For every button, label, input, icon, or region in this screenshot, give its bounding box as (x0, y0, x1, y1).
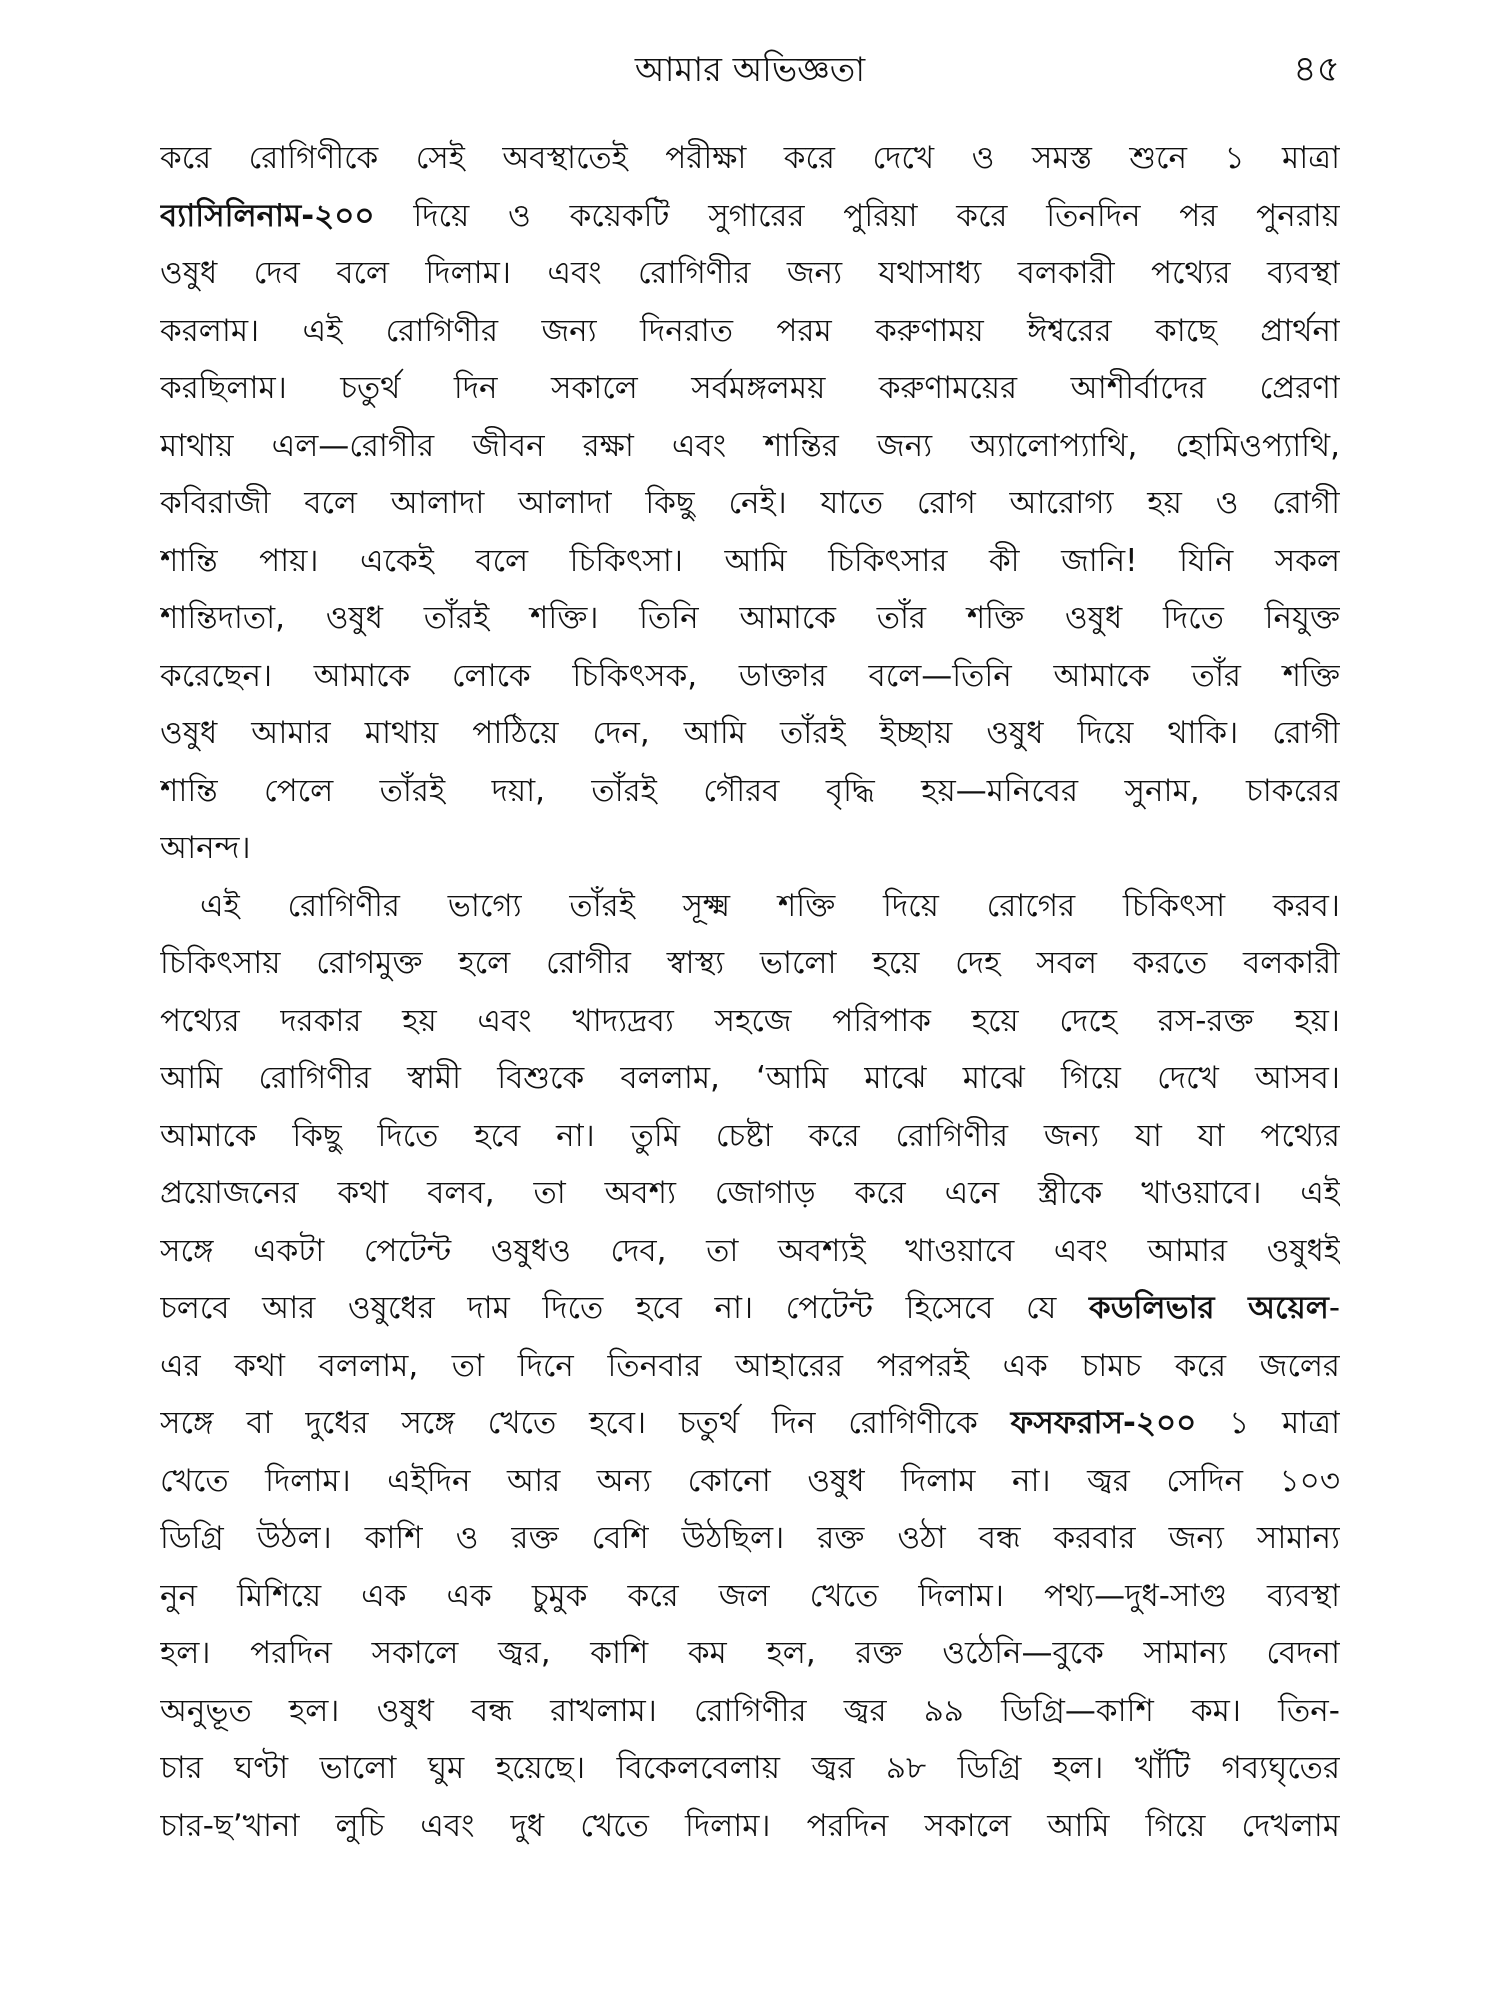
text-line: আমাকে কিছু দিতে হবে না। তুমি চেষ্টা করে রোগিণীর জন্য যা যা পথ্যের (160, 1117, 1340, 1154)
text-line: করে রোগিণীকে সেই অবস্থাতেই পরীক্ষা করে দেখে ও সমস্ত শুনে ১ মাত্রা (160, 140, 1340, 176)
body-text (160, 130, 1340, 1855)
text-line: মাথায় এল—রোগীর জীবন রক্ষা এবং শান্তির জন্য অ্যালোপ্যাথি, হোমিওপ্যাথি, (160, 427, 1340, 464)
text-line: শান্তিদাতা, ওষুধ তাঁরই শক্তি। তিনি আমাকে তাঁর শক্তি ওষুধ দিতে নিযুক্ত (160, 600, 1340, 636)
text-line: চলবে আর ওষুধের দাম দিতে হবে না। পেটেন্ট হিসেবে যে কডলিভার অয়েল- (160, 1290, 1340, 1326)
text-line: অনুভূত হল। ওষুধ বন্ধ রাখলাম। রোগিণীর জ্বর ৯৯ ডিগ্রি—কাশি কম। তিন- (160, 1692, 1340, 1729)
running-title: আমার অভিজ্ঞতা (634, 50, 866, 90)
text-line: এর কথা বললাম, তা দিনে তিনবার আহারের পরপরই এক চামচ করে জলের (160, 1347, 1340, 1384)
page-header (160, 40, 1340, 100)
paragraph-start-line: এই রোগিণীর ভাগ্যে তাঁরই সূক্ষ্ম শক্তি দিয়ে রোগের চিকিৎসা করব। (200, 887, 1340, 924)
text-line: চার ঘণ্টা ভালো ঘুম হয়েছে। বিকেলবেলায় জ্বর ৯৮ ডিগ্রি হল। খাঁটি গব্যঘৃতের (160, 1750, 1340, 1786)
text-line: করেছেন। আমাকে লোকে চিকিৎসক, ডাক্তার বলে—তিনি আমাকে তাঁর শক্তি (160, 657, 1340, 694)
text-line: চিকিৎসায় রোগমুক্ত হলে রোগীর স্বাস্থ্য ভালো হয়ে দেহ সবল করতে বলকারী (160, 945, 1340, 981)
text-line: কবিরাজী বলে আলাদা আলাদা কিছু নেই। যাতে রোগ আরোগ্য হয় ও রোগী (160, 485, 1340, 521)
text-line: ওষুধ আমার মাথায় পাঠিয়ে দেন, আমি তাঁরই ইচ্ছায় ওষুধ দিয়ে থাকি। রোগী (160, 715, 1340, 751)
text-line: করছিলাম। চতুর্থ দিন সকালে সর্বমঙ্গলময় করুণাময়ের আশীর্বাদের প্রেরণা (160, 370, 1340, 406)
text-line: ওষুধ দেব বলে দিলাম। এবং রোগিণীর জন্য যথাসাধ্য বলকারী পথ্যের ব্যবস্থা (160, 255, 1340, 291)
text-line: প্রয়োজনের কথা বলব, তা অবশ্য জোগাড় করে এনে স্ত্রীকে খাওয়াবে। এই (160, 1175, 1340, 1211)
text-line: সঙ্গে একটা পেটেন্ট ওষুধও দেব, তা অবশ্যই খাওয়াবে এবং আমার ওষুধই (160, 1232, 1340, 1269)
text-line: পথ্যের দরকার হয় এবং খাদ্যদ্রব্য সহজে পরিপাক হয়ে দেহে রস-রক্ত হয়। (160, 1002, 1340, 1039)
text-line: ডিগ্রি উঠল। কাশি ও রক্ত বেশি উঠছিল। রক্ত ওঠা বন্ধ করবার জন্য সামান্য (160, 1520, 1340, 1556)
text-line: শান্তি পেলে তাঁরই দয়া, তাঁরই গৌরব বৃদ্ধি হয়—মনিবের সুনাম, চাকরের (160, 772, 1340, 809)
text-line: ব্যাসিলিনাম-২০০ দিয়ে ও কয়েকটি সুগারের পুরিয়া করে তিনদিন পর পুনরায় (160, 197, 1340, 234)
text-line: হল। পরদিন সকালে জ্বর, কাশি কম হল, রক্ত ওঠেনি—বুকে সামান্য বেদনা (160, 1635, 1340, 1671)
text-line: শান্তি পায়। একেই বলে চিকিৎসা। আমি চিকিৎসার কী জানি! যিনি সকল (160, 542, 1340, 579)
text-line: করলাম। এই রোগিণীর জন্য দিনরাত পরম করুণাময় ঈশ্বরের কাছে প্রার্থনা (160, 312, 1340, 349)
text-line: চার-ছ’খানা লুচি এবং দুধ খেতে দিলাম। পরদিন সকালে আমি গিয়ে দেখলাম (160, 1807, 1340, 1844)
text-line: নুন মিশিয়ে এক এক চুমুক করে জল খেতে দিলাম। পথ্য—দুধ-সাগু ব্যবস্থা (160, 1577, 1340, 1614)
text-line: আনন্দ। (160, 830, 251, 866)
page-number: ৪৫ (1293, 49, 1340, 90)
text-line: সঙ্গে বা দুধের সঙ্গে খেতে হবে। চতুর্থ দিন রোগিণীকে ফসফরাস-২০০ ১ মাত্রা (160, 1405, 1340, 1441)
text-line: আমি রোগিণীর স্বামী বিশুকে বললাম, ‘আমি মাঝে মাঝে গিয়ে দেখে আসব। (160, 1060, 1340, 1096)
text-line: খেতে দিলাম। এইদিন আর অন্য কোনো ওষুধ দিলাম না। জ্বর সেদিন ১০৩ (160, 1462, 1340, 1499)
